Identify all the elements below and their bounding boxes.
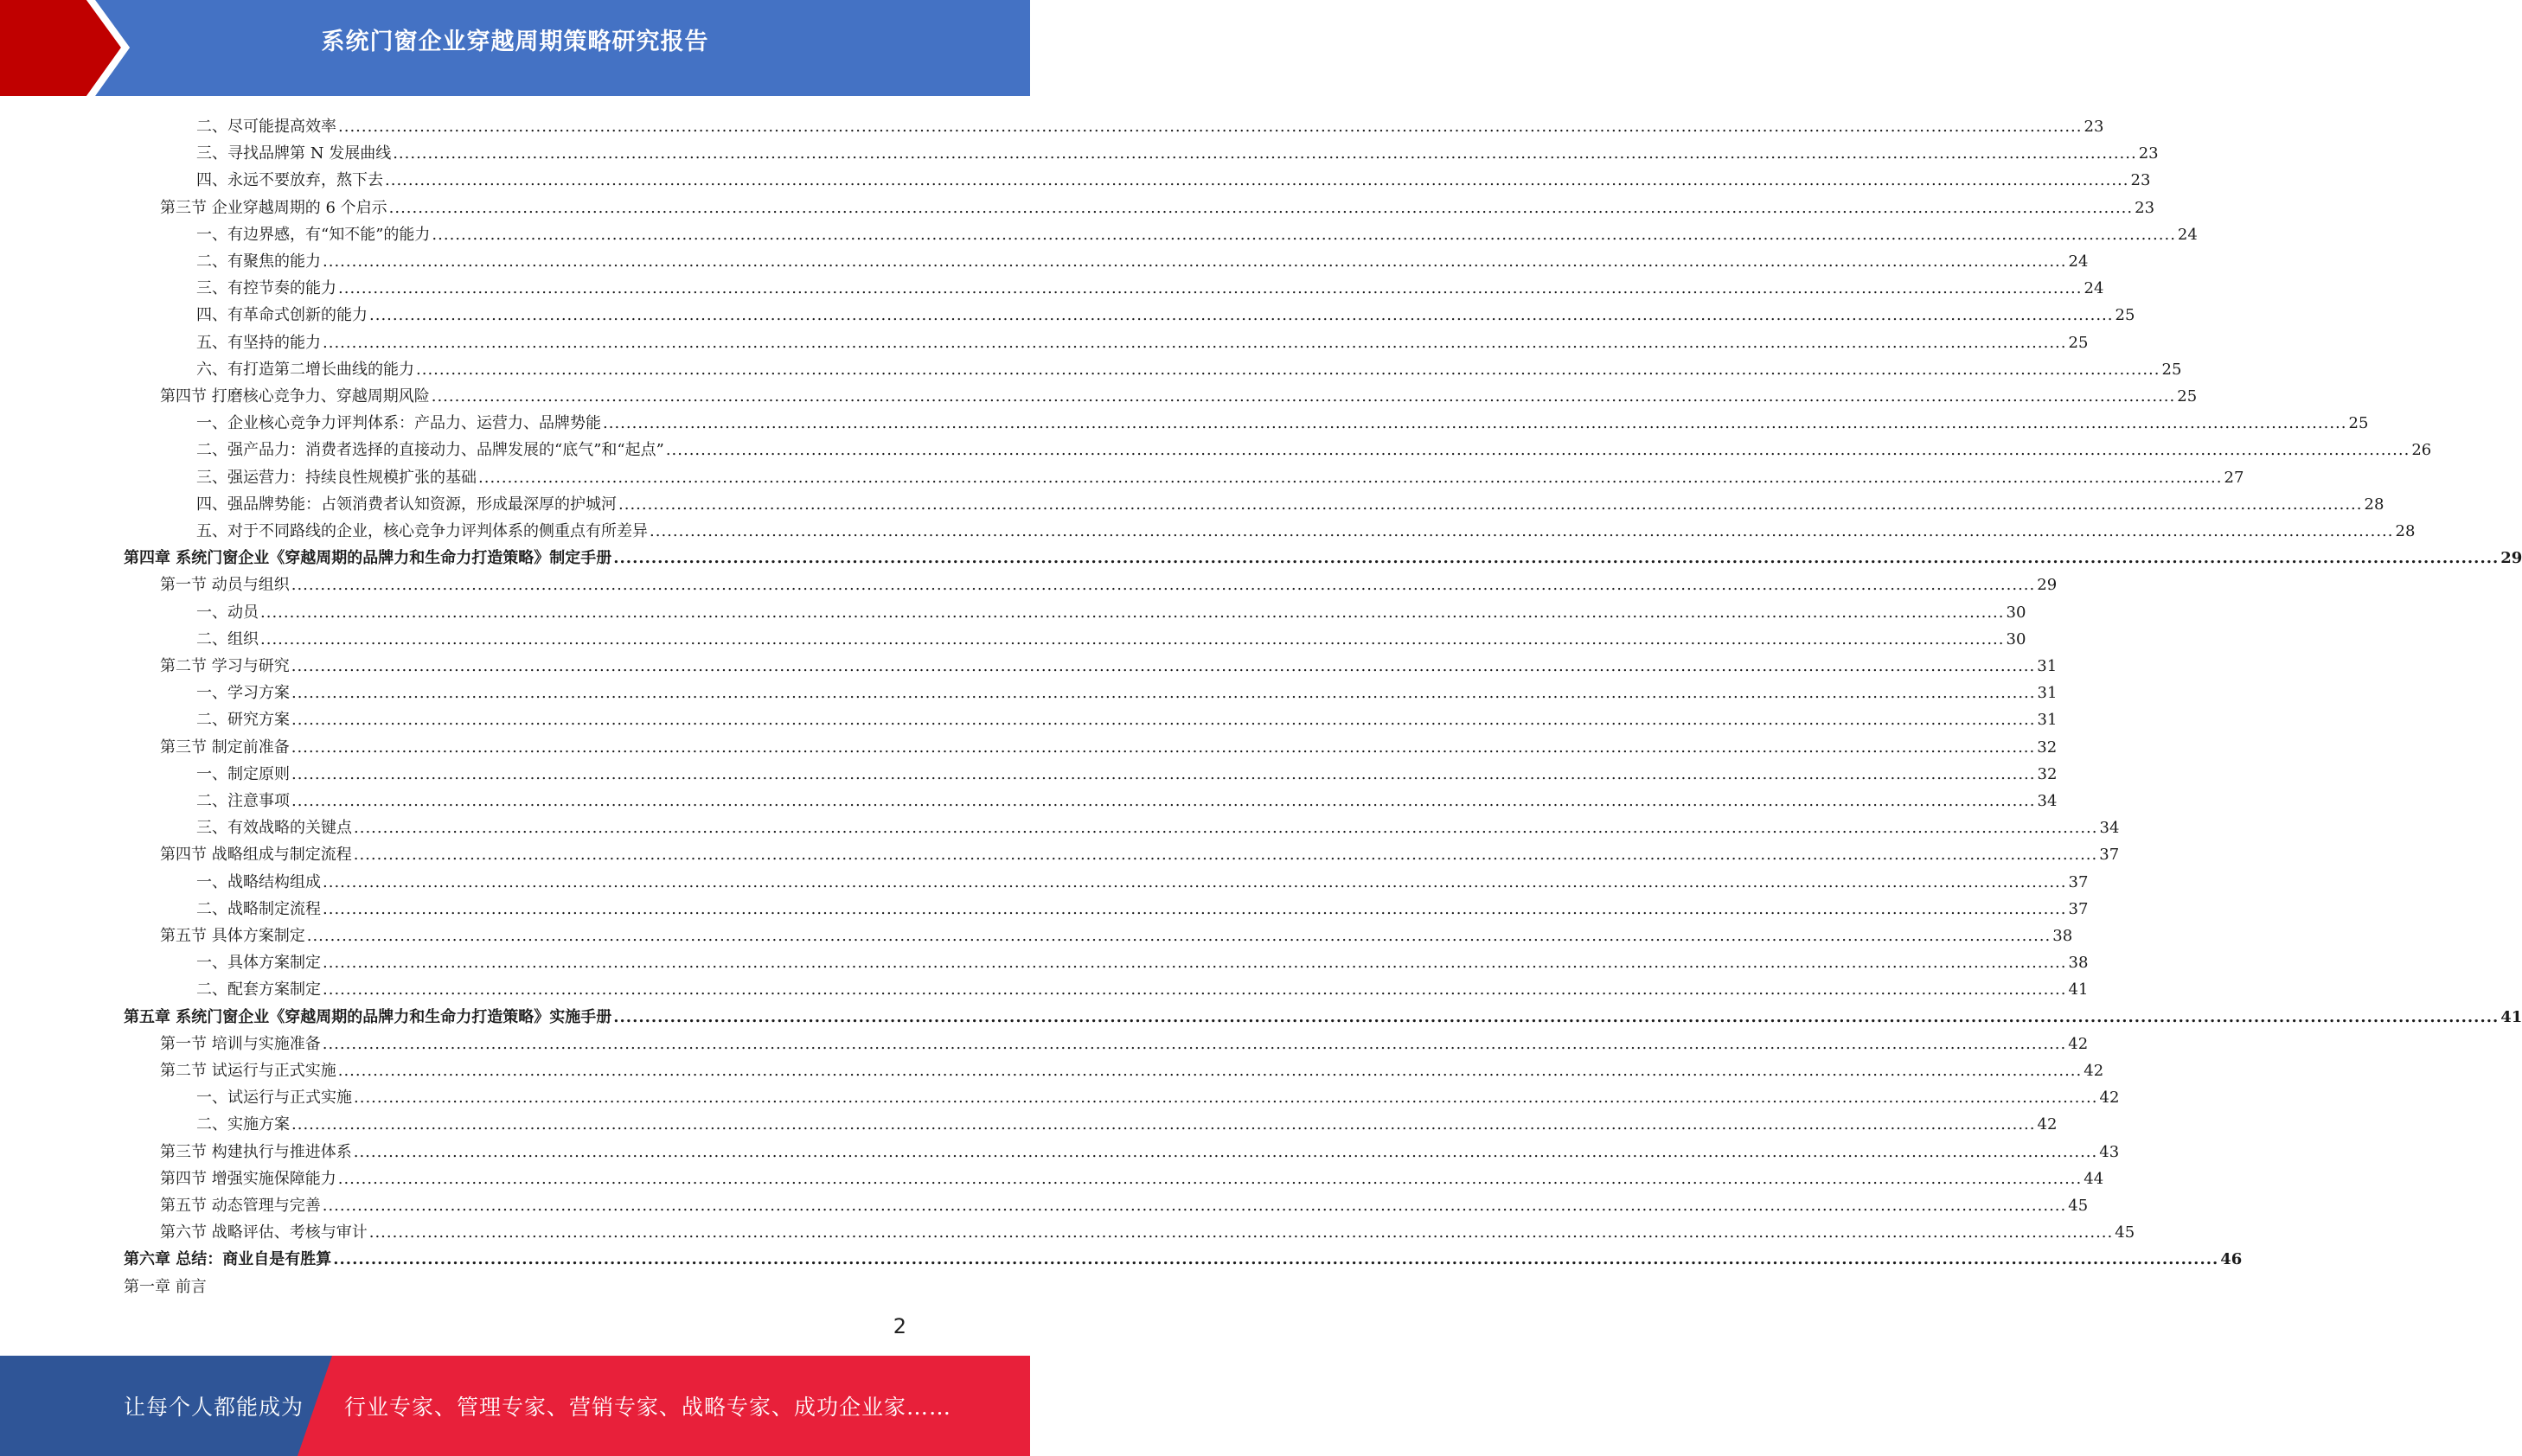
toc-leader-dots: ............................................................................................................................................................................................................................................................................................................ (650, 522, 2394, 540)
toc-entry-page: 42 (2037, 1115, 2058, 1134)
page-footer (0, 1356, 1030, 1456)
toc-entry-page: 24 (2068, 252, 2089, 271)
toc-entry[interactable] (196, 110, 2104, 137)
toc-entry-page: 25 (2348, 414, 2369, 433)
toc-entry-page: 41 (2068, 980, 2089, 999)
toc-leader-dots: ............................................................................................................................................................................................................................................................................................................ (333, 1250, 2219, 1269)
toc-entry[interactable] (124, 1000, 2522, 1027)
toc-leader-dots: ............................................................................................................................................................................................................................................................................................................ (431, 387, 2176, 406)
toc-entry-title: 一、战略结构组成 (196, 872, 321, 891)
toc-entry-page: 28 (2364, 495, 2384, 514)
toc-leader-dots: ............................................................................................................................................................................................................................................................................................................ (368, 1223, 2114, 1242)
toc-entry-page: 23 (2138, 144, 2159, 163)
toc-leader-dots: ............................................................................................................................................................................................................................................................................................................ (291, 764, 2036, 783)
toc-entry-page: 43 (2099, 1142, 2120, 1161)
toc-entry-title: 第一节 动员与组织 (160, 576, 290, 595)
toc-leader-dots: ............................................................................................................................................................................................................................................................................................................ (393, 144, 2137, 163)
toc-entry[interactable] (196, 973, 2089, 999)
toc-entry-title: 二、组织 (196, 629, 259, 648)
toc-leader-dots: ............................................................................................................................................................................................................................................................................................................ (613, 1007, 2500, 1026)
toc-leader-dots: ............................................................................................................................................................................................................................................................................................................ (291, 1115, 2036, 1134)
toc-leader-dots: ............................................................................................................................................................................................................................................................................................................ (613, 549, 2500, 568)
toc-entry[interactable] (196, 784, 2058, 811)
toc-entry-title: 第五章 系统门窗企业《穿越周期的品牌力和生命力打造策略》实施手册 (124, 1007, 612, 1026)
toc-entry-title: 二、强产品力：消费者选择的直接动力、品牌发展的“底气”和“起点” (196, 441, 664, 460)
toc-entry-page: 25 (2161, 360, 2182, 379)
toc-entry[interactable] (196, 865, 2089, 892)
toc-entry-title: 第一节 培训与实施准备 (160, 1034, 321, 1053)
toc-leader-dots: ............................................................................................................................................................................................................................................................................................................ (323, 899, 2067, 918)
toc-entry-page: 29 (2500, 549, 2522, 568)
toc-leader-dots: ............................................................................................................................................................................................................................................................................................................ (322, 1197, 2067, 1215)
toc-entry-page: 32 (2037, 764, 2058, 783)
toc-leader-dots: ............................................................................................................................................................................................................................................................................................................ (354, 1089, 2098, 1108)
footer-slogan: 让每个人都能成为 (124, 1395, 304, 1420)
toc-entry-title: 一、有边界感，有“知不能”的能力 (196, 225, 431, 244)
toc-entry[interactable] (160, 191, 2155, 218)
toc-entry-page: 23 (2135, 198, 2155, 217)
toc-entry[interactable] (196, 245, 2089, 271)
toc-entry[interactable] (196, 811, 2120, 838)
toc-leader-dots: ............................................................................................................................................................................................................................................................................................................ (291, 576, 2036, 595)
toc-entry-page: 42 (2099, 1089, 2120, 1108)
toc-entry-page: 37 (2068, 872, 2089, 891)
toc-entry-title: 一、试运行与正式实施 (196, 1089, 352, 1108)
toc-entry-page: 45 (2115, 1223, 2135, 1242)
toc-entry-title: 第四章 系统门窗企业《穿越周期的品牌力和生命力打造策略》制定手册 (124, 549, 612, 568)
toc-leader-dots: ............................................................................................................................................................................................................................................................................................................ (385, 171, 2129, 190)
toc-entry[interactable] (196, 433, 2432, 460)
toc-entry-page: 34 (2099, 819, 2120, 838)
toc-entry[interactable] (196, 596, 2026, 623)
toc-entry-page: 38 (2052, 927, 2073, 945)
toc-entry-title: 二、尽可能提高效率 (196, 118, 336, 136)
toc-entry-page: 42 (2084, 1062, 2104, 1080)
toc-entry-page: 29 (2037, 576, 2058, 595)
toc-entry[interactable] (196, 137, 2159, 163)
toc-entry-title: 第一章 前言 (124, 1277, 207, 1296)
toc-leader-dots: ............................................................................................................................................................................................................................................................................................................ (353, 1142, 2098, 1161)
toc-entry-title: 三、有控节奏的能力 (196, 279, 336, 298)
toc-entry-title: 二、注意事项 (196, 792, 290, 810)
toc-entry-page: 26 (2411, 441, 2432, 460)
toc-entry-title: 三、有效战略的关键点 (196, 819, 352, 838)
toc-entry-title: 二、配套方案制定 (196, 980, 321, 999)
toc-leader-dots: ............................................................................................................................................................................................................................................................................................................ (306, 927, 2052, 945)
toc-entry[interactable] (196, 1081, 2120, 1108)
toc-entry-title: 一、具体方案制定 (196, 954, 321, 973)
toc-entry[interactable] (196, 461, 2244, 488)
toc-entry-title: 二、有聚焦的能力 (196, 252, 321, 271)
page-number: 2 (893, 1314, 906, 1338)
toc-entry-page: 31 (2037, 657, 2058, 675)
toc-entry-page: 27 (2224, 468, 2244, 487)
toc-leader-dots: ............................................................................................................................................................................................................................................................................................................ (388, 198, 2134, 217)
toc-leader-dots: ............................................................................................................................................................................................................................................................................................................ (353, 846, 2098, 865)
toc-entry-title: 一、企业核心竞争力评判体系：产品力、运营力、品牌势能 (196, 414, 601, 433)
toc-entry[interactable] (196, 326, 2089, 353)
toc-entry-page: 42 (2068, 1034, 2089, 1053)
toc-entry-page: 24 (2084, 279, 2104, 298)
footer-roles: 行业专家、管理专家、营销专家、战略专家、成功企业家…… (344, 1395, 952, 1420)
toc-leader-dots: ............................................................................................................................................................................................................................................................................................................ (291, 711, 2036, 730)
toc-entry[interactable] (196, 703, 2058, 730)
toc-leader-dots: ............................................................................................................................................................................................................................................................................................................ (291, 684, 2036, 703)
report-title: 系统门窗企业穿越周期策略研究报告 (321, 29, 709, 55)
toc-entry-title: 一、制定原则 (196, 764, 290, 783)
toc-entry[interactable] (196, 406, 2369, 433)
toc-entry[interactable] (196, 353, 2182, 380)
toc-leader-dots: ............................................................................................................................................................................................................................................................................................................ (354, 819, 2098, 838)
toc-entry-page: 25 (2115, 306, 2135, 325)
toc-entry-title: 二、战略制定流程 (196, 899, 321, 918)
toc-leader-dots: ............................................................................................................................................................................................................................................................................................................ (323, 872, 2067, 891)
page-header (0, 0, 1030, 96)
toc-entry[interactable] (160, 380, 2198, 406)
toc-entry-page: 32 (2037, 738, 2058, 757)
toc-entry-page: 34 (2037, 792, 2058, 810)
toc-entry-title: 二、研究方案 (196, 711, 290, 730)
toc-entry-title: 第六章 总结：商业自是有胜算 (124, 1250, 332, 1269)
toc-entry[interactable] (196, 218, 2198, 245)
toc-entry-page: 38 (2068, 954, 2089, 973)
toc-leader-dots: ............................................................................................................................................................................................................................................................................................................ (337, 1062, 2083, 1080)
toc-entry-title: 第三节 制定前准备 (160, 738, 290, 757)
toc-trailing-entry[interactable] (124, 1270, 207, 1297)
toc-leader-dots: ............................................................................................................................................................................................................................................................................................................ (323, 980, 2067, 999)
toc-entry-page: 44 (2084, 1169, 2104, 1188)
toc-leader-dots: ............................................................................................................................................................................................................................................................................................................ (338, 118, 2083, 136)
toc-entry-page: 23 (2084, 118, 2104, 136)
toc-entry[interactable] (124, 1242, 2243, 1269)
toc-entry[interactable] (160, 1189, 2089, 1216)
toc-entry-page: 25 (2068, 333, 2089, 352)
toc-entry-page: 37 (2068, 899, 2089, 918)
toc-entry-title: 第四节 增强实施保障能力 (160, 1169, 336, 1188)
toc-entry-title: 一、动员 (196, 603, 259, 622)
toc-leader-dots: ............................................................................................................................................................................................................................................................................................................ (416, 360, 2160, 379)
toc-leader-dots: ............................................................................................................................................................................................................................................................................................................ (323, 333, 2067, 352)
toc-leader-dots: ............................................................................................................................................................................................................................................................................................................ (291, 792, 2036, 810)
toc-entry-title: 第三节 构建执行与推进体系 (160, 1142, 352, 1161)
toc-entry[interactable] (160, 731, 2058, 757)
toc-entry-title: 第四节 打磨核心竞争力、穿越周期风险 (160, 387, 430, 406)
toc-entry[interactable] (160, 1135, 2120, 1162)
toc-entry-title: 第四节 战略组成与制定流程 (160, 846, 352, 865)
toc-leader-dots: ............................................................................................................................................................................................................................................................................................................ (260, 603, 2005, 622)
toc-entry[interactable] (160, 919, 2073, 946)
toc-leader-dots: ............................................................................................................................................................................................................................................................................................................ (338, 279, 2083, 298)
toc-leader-dots: ............................................................................................................................................................................................................................................................................................................ (291, 657, 2036, 675)
toc-entry-title: 第六节 战略评估、考核与审计 (160, 1223, 368, 1242)
toc-entry-title: 二、实施方案 (196, 1115, 290, 1134)
toc-entry-title: 一、学习方案 (196, 684, 290, 703)
toc-entry-page: 31 (2037, 711, 2058, 730)
toc-leader-dots: ............................................................................................................................................................................................................................................................................................................ (323, 252, 2067, 271)
toc-entry[interactable] (196, 488, 2384, 514)
toc-entry-page: 30 (2006, 629, 2026, 648)
toc-entry-title: 第五节 动态管理与完善 (160, 1197, 321, 1215)
toc-entry-page: 46 (2220, 1250, 2243, 1269)
toc-entry[interactable] (196, 757, 2058, 784)
toc-entry[interactable] (196, 946, 2089, 973)
toc-entry[interactable] (196, 514, 2416, 541)
toc-entry-title: 五、对于不同路线的企业，核心竞争力评判体系的侧重点有所差异 (196, 522, 648, 540)
toc-entry-page: 45 (2068, 1197, 2089, 1215)
toc-entry-page: 31 (2037, 684, 2058, 703)
toc-entry-title: 三、寻找品牌第 N 发展曲线 (196, 144, 392, 163)
toc-entry-page: 25 (2177, 387, 2198, 406)
toc-entry[interactable] (160, 1216, 2135, 1242)
toc-entry-page: 30 (2006, 603, 2026, 622)
toc-entry[interactable] (196, 1108, 2058, 1134)
toc-entry[interactable] (124, 541, 2522, 568)
toc-entry[interactable] (196, 271, 2104, 298)
toc-entry-title: 六、有打造第二增长曲线的能力 (196, 360, 414, 379)
toc-entry[interactable] (196, 163, 2151, 190)
toc-leader-dots: ............................................................................................................................................................................................................................................................................................................ (260, 629, 2005, 648)
toc-entry-page: 28 (2395, 522, 2416, 540)
toc-entry-title: 第五节 具体方案制定 (160, 927, 305, 945)
toc-entry-title: 四、强品牌势能：占领消费者认知资源，形成最深厚的护城河 (196, 495, 617, 514)
toc-entry-title: 四、有革命式创新的能力 (196, 306, 368, 325)
toc-entry-title: 四、永远不要放弃，熬下去 (196, 171, 383, 190)
toc-leader-dots: ............................................................................................................................................................................................................................................................................................................ (337, 1169, 2083, 1188)
toc-leader-dots: ............................................................................................................................................................................................................................................................................................................ (618, 495, 2363, 514)
toc-entry[interactable] (196, 676, 2058, 703)
toc-leader-dots: ............................................................................................................................................................................................................................................................................................................ (665, 441, 2410, 460)
toc-entry[interactable] (160, 649, 2058, 676)
toc-entry-title: 第三节 企业穿越周期的 6 个启示 (160, 198, 387, 217)
toc-entry[interactable] (160, 1162, 2104, 1189)
toc-entry-title: 三、强运营力：持续良性规模扩张的基础 (196, 468, 477, 487)
toc-entry-title: 五、有坚持的能力 (196, 333, 321, 352)
toc-leader-dots: ............................................................................................................................................................................................................................................................................................................ (603, 414, 2347, 433)
toc-entry[interactable] (160, 568, 2058, 595)
toc-entry[interactable] (196, 892, 2089, 919)
toc-entry[interactable] (160, 838, 2120, 865)
toc-leader-dots: ............................................................................................................................................................................................................................................................................................................ (369, 306, 2114, 325)
toc-entry-title: 第二节 学习与研究 (160, 657, 290, 675)
toc-entry[interactable] (196, 298, 2135, 325)
toc-leader-dots: ............................................................................................................................................................................................................................................................................................................ (323, 954, 2067, 973)
toc-entry-page: 23 (2130, 171, 2151, 190)
toc-entry[interactable] (196, 623, 2026, 649)
toc-leader-dots: ............................................................................................................................................................................................................................................................................................................ (291, 738, 2036, 757)
toc-entry-page: 41 (2500, 1007, 2522, 1026)
toc-leader-dots: ............................................................................................................................................................................................................................................................................................................ (478, 468, 2223, 487)
toc-leader-dots: ............................................................................................................................................................................................................................................................................................................ (322, 1034, 2067, 1053)
toc-entry[interactable] (160, 1054, 2104, 1081)
toc-leader-dots: ............................................................................................................................................................................................................................................................................................................ (432, 225, 2176, 244)
toc-entry-page: 37 (2099, 846, 2120, 865)
toc-entry-title: 第二节 试运行与正式实施 (160, 1062, 336, 1080)
toc-entry[interactable] (160, 1027, 2089, 1054)
toc-entry-page: 24 (2177, 225, 2198, 244)
